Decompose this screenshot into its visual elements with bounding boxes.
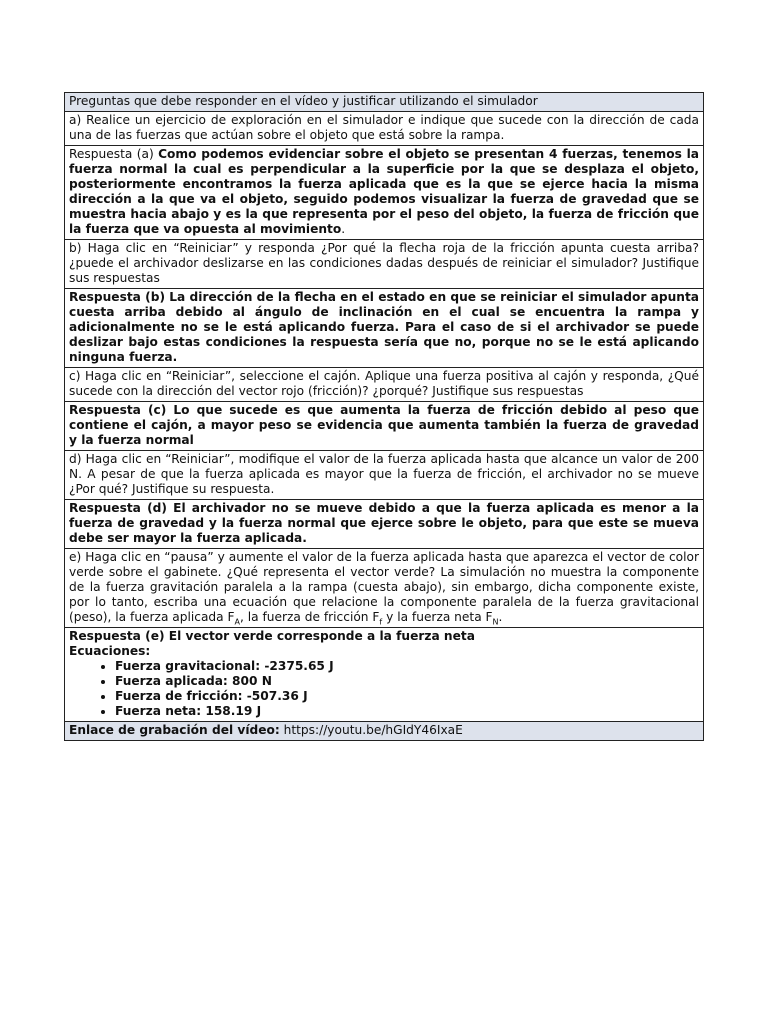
answer-e-title: Respuesta (e) El vector verde corresponde a la fuerza neta xyxy=(69,629,475,643)
equations-label: Ecuaciones: xyxy=(69,644,151,658)
questions-table xyxy=(64,92,704,741)
table-row xyxy=(65,368,704,402)
answer-a-suffix: . xyxy=(341,222,346,236)
subscript-a: A xyxy=(234,617,241,627)
table-row xyxy=(65,722,704,741)
equation-item: • Fuerza de fricción: -507.36 J xyxy=(115,689,699,704)
answer-d: Respuesta (d) El archivador no se mueve debido a que la fuerza aplicada es menor a la fuerza de gravedad y la fuerza normal que ejerce sobre le objeto, para que este se mueva debe ser mayor la fuerza aplicada. xyxy=(65,500,704,549)
subscript-n: N xyxy=(492,617,499,627)
question-e-text: e) Haga clic en “pausa” y aumente el valor de la fuerza aplicada hasta que aparezca el vector de color verde sobre el gabinete. ¿Qué representa el vector verde? La simulación no muestra la componente de la fuerza gravitación paralela a la rampa (cuesta abajo), sin embargo, dicha componente existe, por lo tanto, escriba una ecuación que relacione la componente paralela de la fuerza gravitacional (peso), la fuerza aplicada F xyxy=(69,550,699,624)
table-header: Preguntas que debe responder en el vídeo y justificar utilizando el simulador xyxy=(65,93,704,112)
table-row xyxy=(65,402,704,451)
question-d: d) Haga clic en “Reiniciar”, modifique el valor de la fuerza aplicada hasta que alcance un valor de 200 N. A pesar de que la fuerza aplicada es mayor que la fuerza de fricción, el archivador no se mueve ¿Por qué? Justifique su respuesta. xyxy=(65,451,704,500)
table-row xyxy=(65,451,704,500)
video-link[interactable]: https://youtu.be/hGIdY46IxaE xyxy=(283,723,463,737)
subscript-f: f xyxy=(379,617,383,627)
question-e-mid2: y la fuerza neta F xyxy=(382,610,493,624)
question-e xyxy=(65,549,704,628)
answer-b: Respuesta (b) La dirección de la flecha en el estado en que se reiniciar el simulador apunta cuesta arriba debido al ángulo de inclinación en el cual se encuentra la rampa y adicionalmente no se le está aplicando fuerza. Para el caso de si el archivador se puede deslizar bajo estas condiciones la respuesta sería que no, porque no se le está aplicando ninguna fuerza. xyxy=(65,289,704,368)
question-c: c) Haga clic en “Reiniciar”, seleccione el cajón. Aplique una fuerza positiva al cajón y responda, ¿Qué sucede con la dirección del vector rojo (fricción)? ¿porqué? Justifique sus respuestas xyxy=(65,368,704,402)
equation-item: • Fuerza gravitacional: -2375.65 J xyxy=(115,659,699,674)
question-b: b) Haga clic en “Reiniciar” y responda ¿Por qué la flecha roja de la fricción apunta cuesta arriba? ¿puede el archivador deslizarse en las condiciones dadas después de reiniciar el simulador? Justifique sus respuestas xyxy=(65,240,704,289)
equation-item: • Fuerza neta: 158.19 J xyxy=(115,704,699,719)
question-e-end: . xyxy=(498,610,503,624)
answer-c: Respuesta (c) Lo que sucede es que aumenta la fuerza de fricción debido al peso que contiene el cajón, a mayor peso se evidencia que aumenta también la fuerza de gravedad y la fuerza normal xyxy=(65,402,704,451)
table-row xyxy=(65,93,704,112)
table-row xyxy=(65,240,704,289)
answer-a-prefix: Respuesta (a) xyxy=(69,147,159,161)
question-a: a) Realice un ejercicio de exploración en el simulador e indique que sucede con la dirección de cada una de las fuerzas que actúan sobre el objeto que está sobre la rampa. xyxy=(65,112,704,146)
answer-a xyxy=(65,146,704,240)
table-row xyxy=(65,289,704,368)
table-row xyxy=(65,112,704,146)
table-row xyxy=(65,549,704,628)
equation-item: • Fuerza aplicada: 800 N xyxy=(115,674,699,689)
question-e-mid1: , la fuerza de fricción F xyxy=(240,610,380,624)
table-row xyxy=(65,146,704,240)
video-link-row xyxy=(65,722,704,741)
answer-e xyxy=(65,628,704,722)
table-row xyxy=(65,628,704,722)
video-link-label: Enlace de grabación del vídeo: xyxy=(69,723,280,737)
answer-a-text: Como podemos evidenciar sobre el objeto se presentan 4 fuerzas, tenemos la fuerza normal la cual es perpendicular a la superficie por la que se desplaza el objeto, posteriormente encontramos la fuerza aplicada que es la que se ejerce hacia la misma dirección a la que va el objeto, seguido podemos visualizar la fuerza de gravedad que se muestra hacia abajo y es la que representa por el peso del objeto, la fuerza de fricción que la fuerza que va opuesta al movimiento xyxy=(69,147,699,236)
equations-list xyxy=(69,659,699,719)
table-row xyxy=(65,500,704,549)
